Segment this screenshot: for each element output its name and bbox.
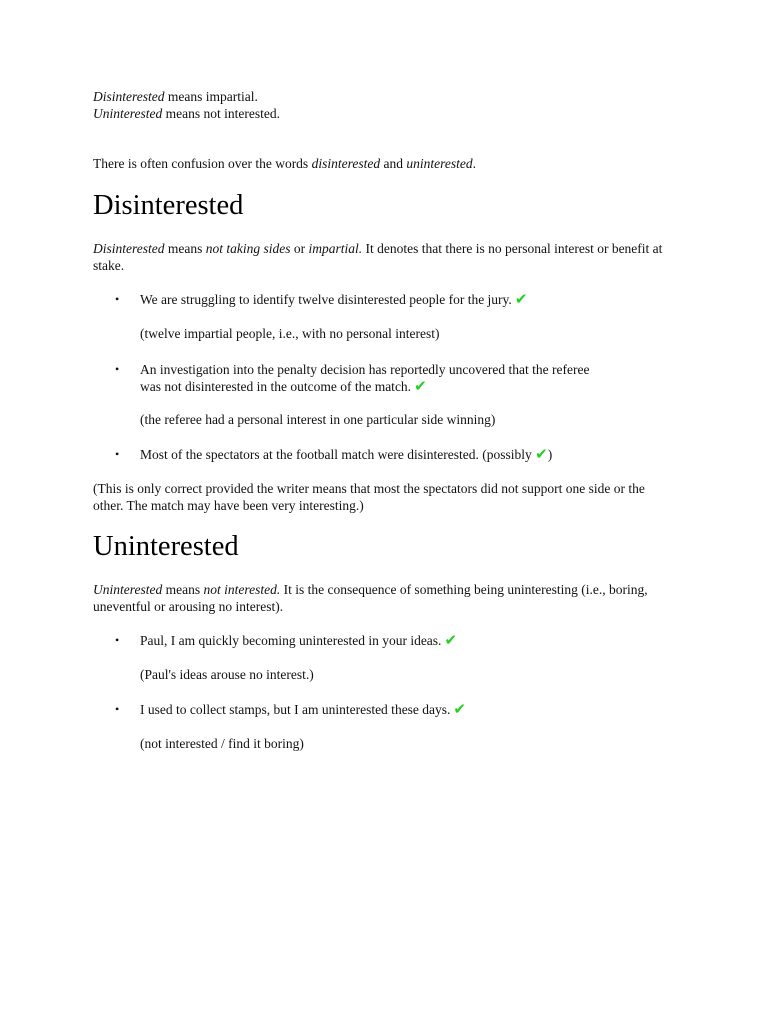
- list-item: [93, 361, 678, 395]
- confusion-paragraph: [93, 155, 678, 172]
- example-text: We are struggling to identify twelve disinterested people for the jury.: [140, 292, 512, 307]
- intro-term-uninterested: Uninterested: [93, 106, 163, 121]
- definition-disinterested: [93, 240, 673, 274]
- example-text: Paul, I am quickly becoming uninterested in your ideas.: [140, 633, 442, 648]
- confusion-text: There is often confusion over the words: [93, 156, 312, 171]
- confusion-word-uninterested: uninterested: [406, 156, 473, 171]
- intro-block: [93, 88, 678, 122]
- list-item: [93, 446, 678, 463]
- definition-emphasis: not taking sides: [205, 241, 291, 256]
- closing-note: [93, 480, 668, 514]
- definition-paragraph: [93, 240, 673, 274]
- definition-uninterested: [93, 581, 663, 615]
- example-sentence: [140, 291, 678, 308]
- bullet-icon: •: [115, 702, 120, 716]
- check-icon: ✔: [514, 290, 528, 308]
- example-sentence: [140, 446, 678, 463]
- section-uninterested: [93, 531, 678, 563]
- definition-text: means: [164, 241, 206, 256]
- intro-definition-text: means impartial.: [164, 89, 258, 104]
- example-note: (not interested / find it boring): [140, 736, 304, 751]
- closing-note-text: (This is only correct provided the writer means that most the spectators did not support one side or the other. The match may have been very interesting.): [93, 481, 645, 513]
- intro-line-disinterested: [93, 88, 678, 105]
- definition-text: It denotes that there is no personal interest or benefit at stake.: [93, 241, 663, 273]
- definition-term: Disinterested: [93, 241, 165, 256]
- confusion-word-disinterested: disinterested: [311, 156, 381, 171]
- list-item: [93, 291, 678, 308]
- example-sentence: [140, 701, 678, 718]
- definition-text: means: [162, 582, 204, 597]
- check-icon: ✔: [535, 445, 548, 463]
- definition-emphasis: not interested.: [203, 582, 281, 597]
- bullet-icon: •: [115, 633, 120, 647]
- example-note: (the referee had a personal interest in one particular side winning): [140, 412, 496, 427]
- check-icon: ✔: [414, 377, 427, 395]
- heading-disinterested: Disinterested: [93, 190, 244, 221]
- check-icon: ✔: [453, 700, 466, 718]
- intro-term-disinterested: Disinterested: [93, 89, 165, 104]
- bullet-icon: •: [115, 447, 120, 461]
- definition-term: Uninterested: [93, 582, 163, 597]
- section-disinterested: [93, 190, 678, 222]
- definition-text: It is the consequence of something being uninteresting (i.e., boring, uneventful or arousing no interest).: [93, 582, 648, 614]
- heading-uninterested: Uninterested: [93, 531, 239, 562]
- confusion-text: and: [380, 156, 407, 171]
- example-text: ): [547, 447, 553, 462]
- list-item: [93, 632, 678, 649]
- intro-line-uninterested: [93, 105, 678, 122]
- example-text: I used to collect stamps, but I am uninterested these days.: [140, 702, 451, 717]
- example-note: (twelve impartial people, i.e., with no personal interest): [140, 326, 440, 341]
- example-text: Most of the spectators at the football match were disinterested. (possibly: [140, 447, 536, 462]
- example-text: was not disinterested in the outcome of the match.: [140, 379, 412, 394]
- confusion-line: [93, 155, 678, 172]
- example-sentence: [140, 361, 678, 395]
- definition-emphasis: impartial.: [308, 241, 363, 256]
- definition-paragraph: [93, 581, 663, 615]
- intro-definition-text: means not interested.: [162, 106, 280, 121]
- example-text: An investigation into the penalty decision has reportedly uncovered that the referee: [140, 362, 590, 377]
- check-icon: ✔: [444, 631, 458, 649]
- bullet-icon: •: [115, 292, 120, 306]
- confusion-text: .: [472, 156, 476, 171]
- example-sentence: [140, 632, 678, 649]
- bullet-icon: •: [115, 362, 120, 376]
- example-note: (Paul's ideas arouse no interest.): [140, 667, 314, 682]
- example-line: [140, 378, 678, 395]
- definition-text: or: [290, 241, 309, 256]
- list-item: [93, 701, 678, 718]
